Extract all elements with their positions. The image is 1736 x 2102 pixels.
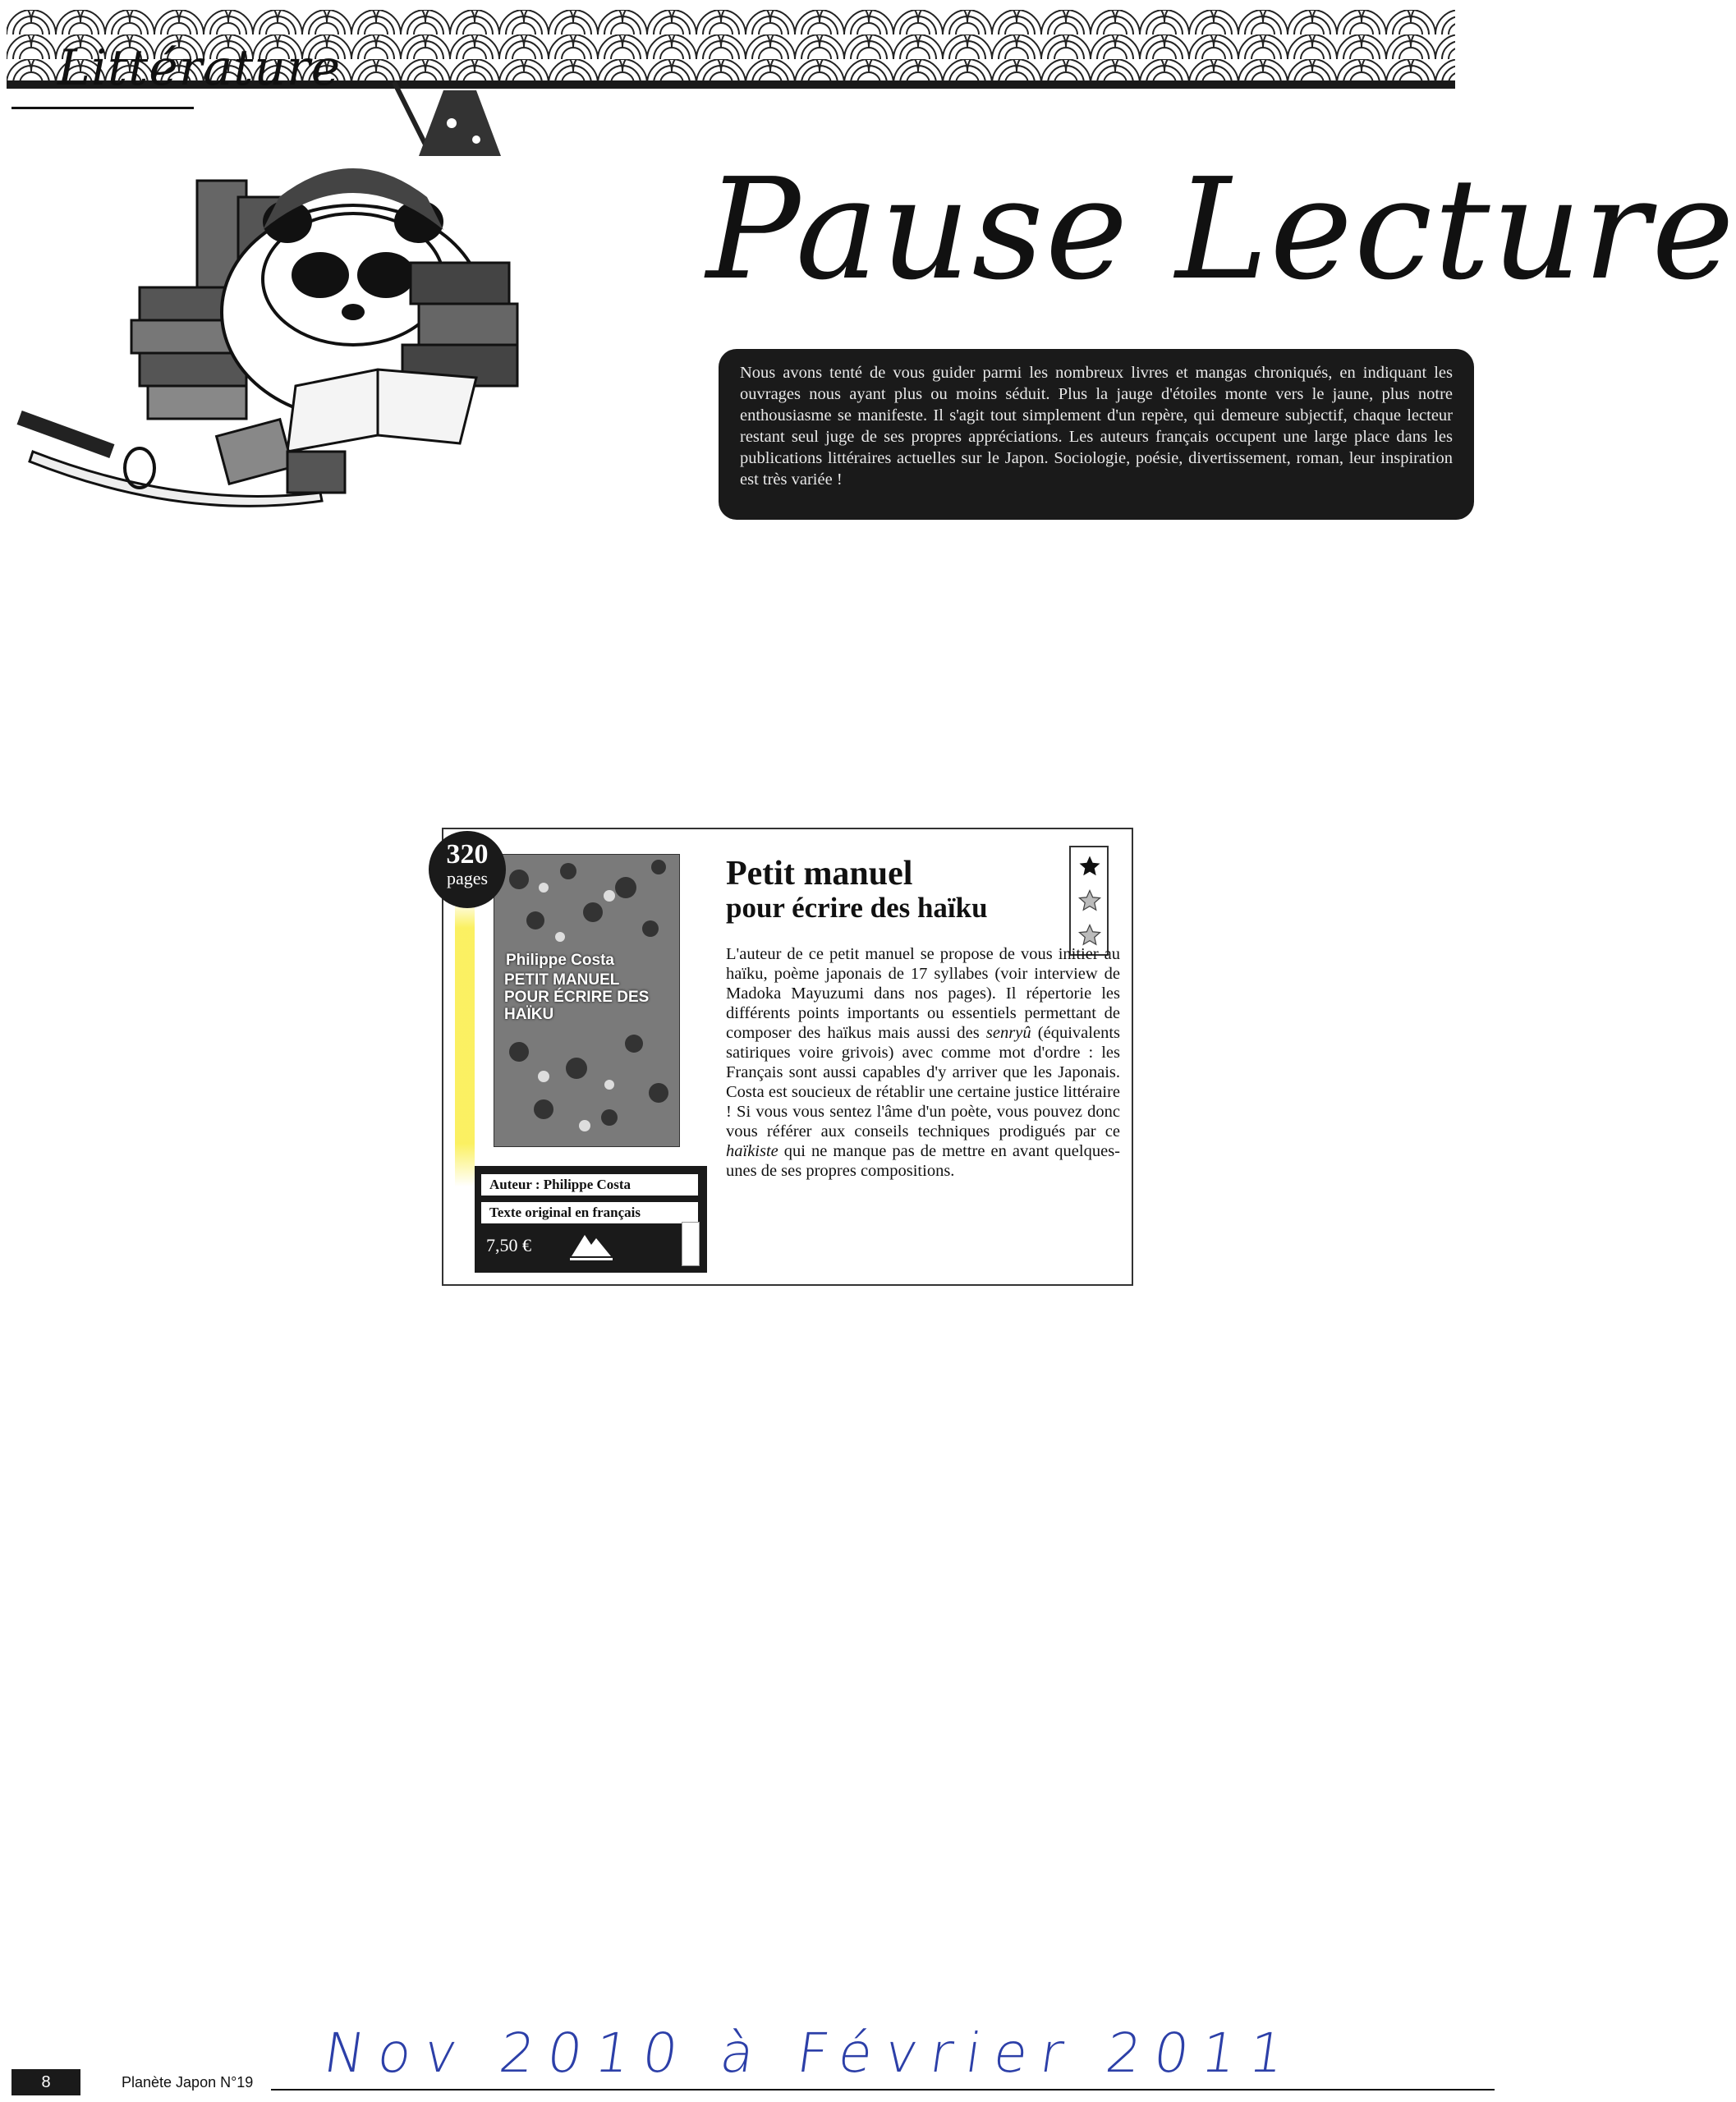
review-body-part-2: (équivalents satiriques voire grivois) avec comme mot d'ordre : les Français sont aussi capables d'y arriver que les Japonais. Costa est soucieux de rétablir une certaine justice littéraire ! Si vous vous sentez l'âme d'un poète, vous pouvez donc vous référer aux conseils techniques prodigués par ce (726, 1024, 1120, 1140)
book-subtitle: pour écrire des haïku (726, 892, 988, 924)
book-cover (494, 854, 680, 1147)
pages-label: pages (446, 868, 489, 888)
cover-title: PETIT MANUEL POUR ÉCRIRE DES HAÏKU (504, 971, 650, 1023)
star-filled-icon (1077, 854, 1102, 879)
page-number: 8 (11, 2069, 80, 2095)
review-title-block (726, 856, 1120, 925)
page-title: Pause Lecture (706, 149, 1736, 311)
pages-badge (429, 831, 506, 908)
intro-box (719, 349, 1474, 520)
star-rating (1069, 846, 1109, 956)
footer-rule (271, 2089, 1495, 2091)
review-body-part-1: L'auteur de ce petit manuel se propose de vous initier au haïku, poème japonais de 17 syllabes (voir interview de Madoka Mayuzumi dans nos pages). Il répertorie les différents points importants ou essentiels permettant de composer des haïkus mais aussi des (726, 945, 1120, 1042)
intro-text: Nous avons tenté de vous guider parmi les nombreux livres et mangas chroniqués, en indiquant les ouvrages nous ayant plus ou moins séduit. Plus la jauge d'étoiles monte vers le jaune, plus notre enthousiasme se manifeste. Il s'agit tout simplement d'un repère, qui demeure subjectif, chaque lecteur restant seul juge de ses propres appréciations. Les auteurs français occupent une large place dans les publications littéraires actuelles sur le Japon. Sociologie, poésie, divertissement, roman, leur inspiration est très variée ! (740, 364, 1453, 489)
rating-gauge (682, 1222, 700, 1266)
book-review-card (442, 828, 1133, 1286)
cover-author: Philippe Costa (506, 952, 614, 969)
panda-reading-illustration (16, 66, 526, 542)
pages-count: 320 (446, 839, 489, 870)
language-row: Texte original en français (481, 1202, 698, 1223)
price: 7,50 € (486, 1235, 531, 1255)
star-empty-icon (1077, 888, 1102, 913)
review-body-term-senryu: senryû (985, 1024, 1031, 1042)
book-info-column (446, 839, 699, 1273)
book-title: Petit manuel (726, 855, 913, 893)
review-body-term-haikiste: haïkiste (726, 1142, 778, 1160)
review-body (726, 944, 1120, 1181)
highlight-marker (455, 899, 475, 1186)
book-info-panel (475, 1166, 707, 1273)
section-rubric: Littérature (57, 39, 342, 97)
publisher-logo-icon (567, 1228, 616, 1263)
magazine-name: Planète Japon N°19 (122, 2074, 254, 2091)
review-body-part-3: qui ne manque pas de mettre en avant quelques-unes de ses propres compositions. (726, 1142, 1120, 1180)
handwritten-note: Nov 2010 à Février 2011 (319, 2022, 1302, 2085)
author-row: Auteur : Philippe Costa (481, 1174, 698, 1196)
